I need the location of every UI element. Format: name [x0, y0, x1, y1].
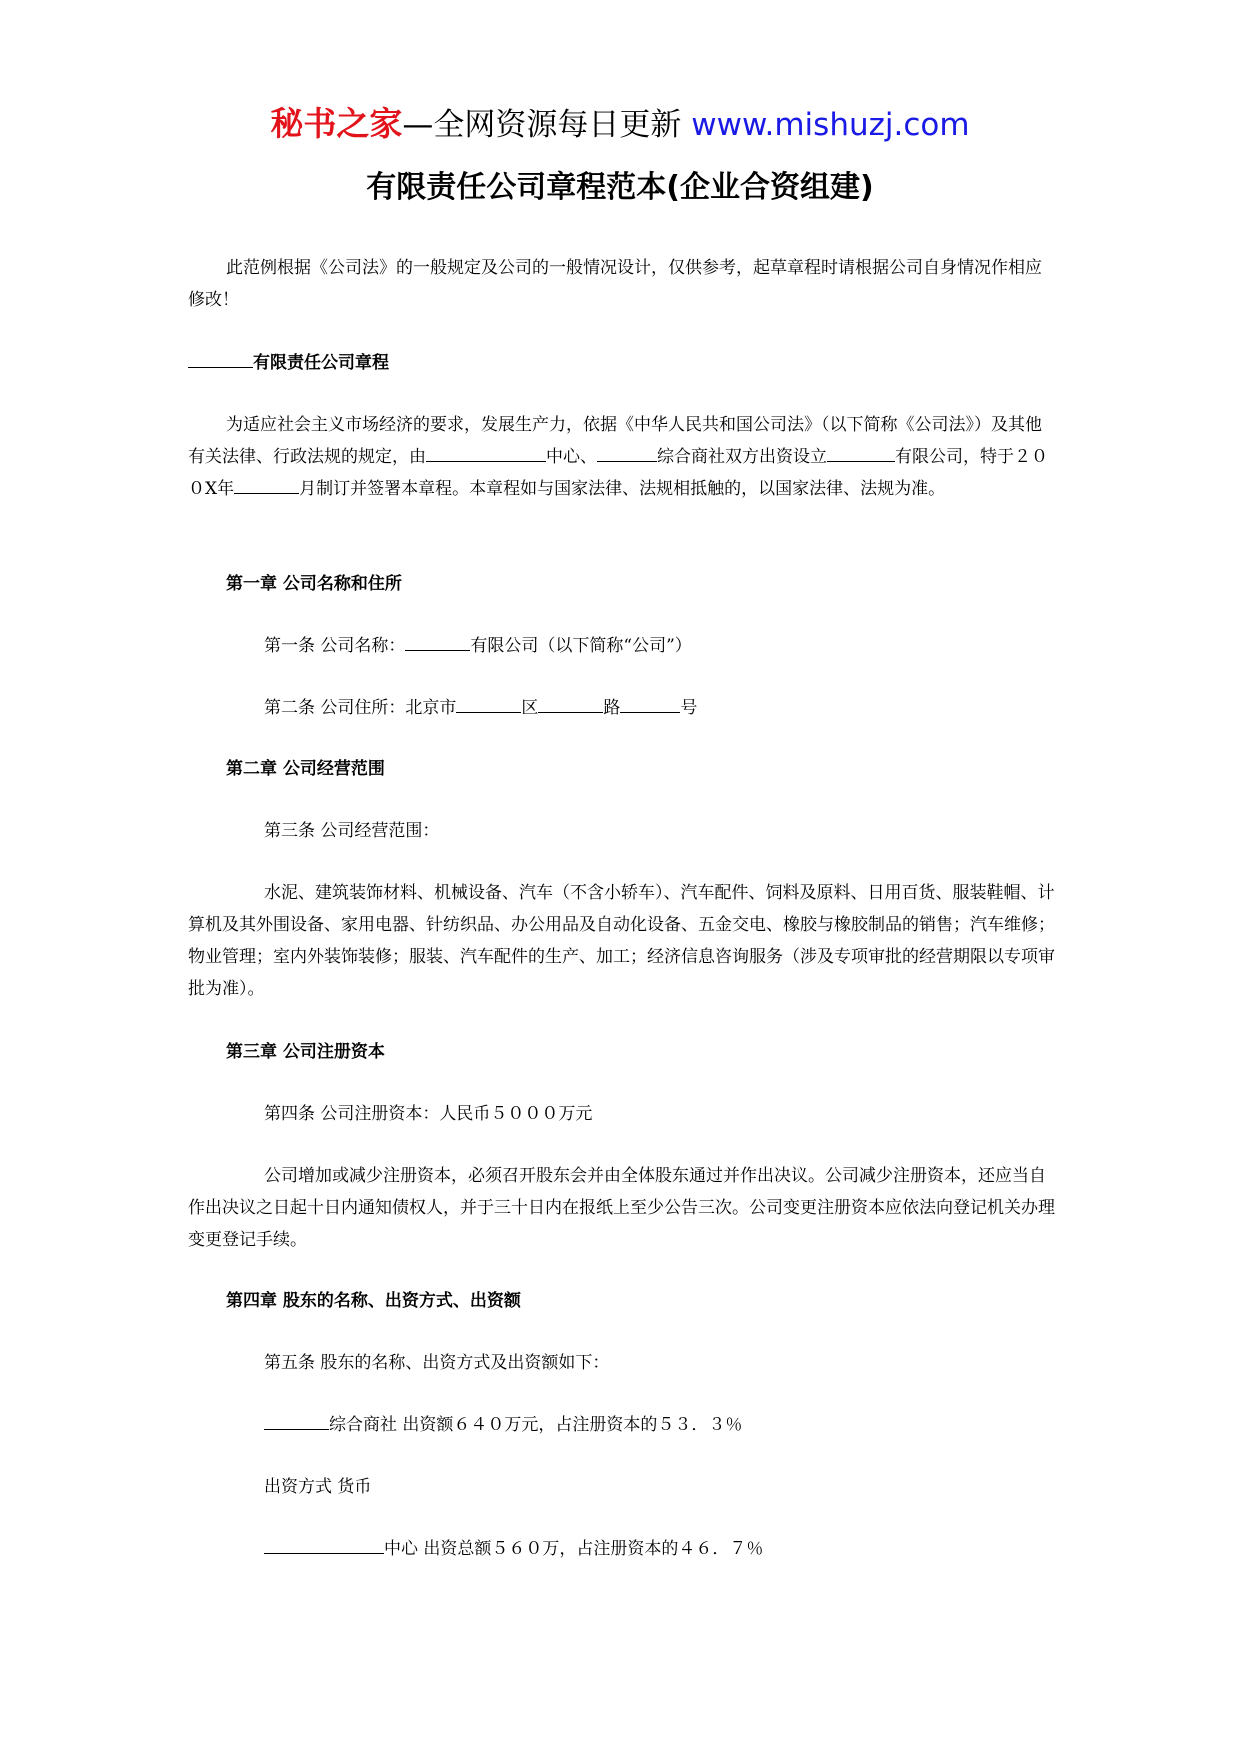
blank-line	[873, 443, 895, 462]
blank-line	[188, 349, 253, 368]
shareholder-1	[188, 1409, 1132, 1441]
chapter4-heading: 第四章 股东的名称、出资方式、出资额	[226, 1291, 521, 1311]
preamble-text-2: 中心、	[546, 447, 597, 467]
capital-change-paragraph: 公司增加或减少注册资本，必须召开股东会并由全体股东通过并作出决议。公司减少注册资本，还应当自作出决议之日起十日内通知债权人，并于三十日内在报纸上至少公告三次。公司变更注册资本应依法向登记机关办理变更登记手续。	[188, 1166, 1055, 1250]
article-3: 第三条 公司经营范围：	[264, 821, 440, 841]
article-2-district: 区	[521, 698, 539, 718]
chapter3-heading: 第三章 公司注册资本	[226, 1042, 385, 1062]
preamble-text-5: 月制订并签署本章程。本章程如与国家法律、法规相抵触的，以国家法律、法规为准。	[299, 479, 946, 499]
blank-line	[234, 475, 299, 494]
business-scope: 水泥、建筑装饰材料、机械设备、汽车（不含小轿车）、汽车配件、饲料及原料、日用百货、服装鞋帽、计算机及其外围设备、家用电器、针纺织品、办公用品及自动化设备、五金交电、橡胶与橡胶制品的销售；汽车维修；物业管理；室内外装饰装修；服装、汽车配件的生产、加工；经济信息咨询服务（涉及专项审批的经营期限以专项审批为准）。	[188, 883, 1055, 999]
article-2-prefix: 第二条 公司住所：北京市	[264, 698, 457, 718]
document-title: 有限责任公司章程范本(企业合资组建)	[366, 170, 874, 205]
charter-title	[188, 347, 1056, 379]
article-4: 第四条 公司注册资本：人民币５０００万元	[264, 1104, 593, 1124]
article-1-suffix: 有限公司（以下简称“公司”）	[470, 636, 692, 656]
blank-line	[620, 694, 680, 713]
blank-line	[426, 443, 546, 462]
blank-line	[456, 694, 521, 713]
banner-slogan: —全网资源每日更新	[402, 107, 692, 143]
preamble-text-3: 综合商社双方出资设立	[657, 447, 827, 467]
article-1	[188, 630, 1132, 662]
preamble-text-1: 为适应社会主义市场经济的要求，发展生产力，依据《中华人民共和国公司法》（以下简称《公司法》）及其他有关法律、行政法规的规定，由	[188, 415, 1042, 467]
blank-line	[827, 443, 873, 462]
document-body	[188, 0, 1056, 1754]
site-link[interactable]: www.mishuzj.com	[691, 107, 970, 143]
preamble-paragraph	[188, 409, 1056, 505]
chapter1-heading: 第一章 公司名称和住所	[226, 574, 402, 594]
charter-title-text: 有限责任公司章程	[253, 353, 389, 373]
blank-line	[597, 443, 657, 462]
shareholder-2-text: 中心 出资总额５６０万，占注册资本的４６．７％	[384, 1539, 764, 1559]
intro-paragraph: 此范例根据《公司法》的一般规定及公司的一般情况设计，仅供参考，起草章程时请根据公司自身情况作相应修改！	[188, 258, 1042, 310]
preamble-text-4: 有限公司，特于２００X年	[188, 447, 1048, 499]
article-2-road: 路	[603, 698, 621, 718]
article-2	[188, 692, 1132, 724]
shareholder-2	[188, 1533, 1132, 1565]
blank-line	[264, 1411, 329, 1430]
blank-line	[405, 632, 470, 651]
blank-line	[264, 1535, 384, 1554]
shareholder-1-text: 综合商社 出资额６４０万元，占注册资本的５３．３％	[329, 1415, 743, 1435]
article-2-number: 号	[680, 698, 698, 718]
article-1-prefix: 第一条 公司名称：	[264, 636, 406, 656]
chapter2-heading: 第二章 公司经营范围	[226, 759, 385, 779]
article-5: 第五条 股东的名称、出资方式及出资额如下：	[264, 1353, 610, 1373]
blank-line	[538, 694, 603, 713]
contribution-method: 出资方式 货币	[264, 1477, 372, 1497]
brand-name: 秘书之家	[270, 104, 403, 143]
